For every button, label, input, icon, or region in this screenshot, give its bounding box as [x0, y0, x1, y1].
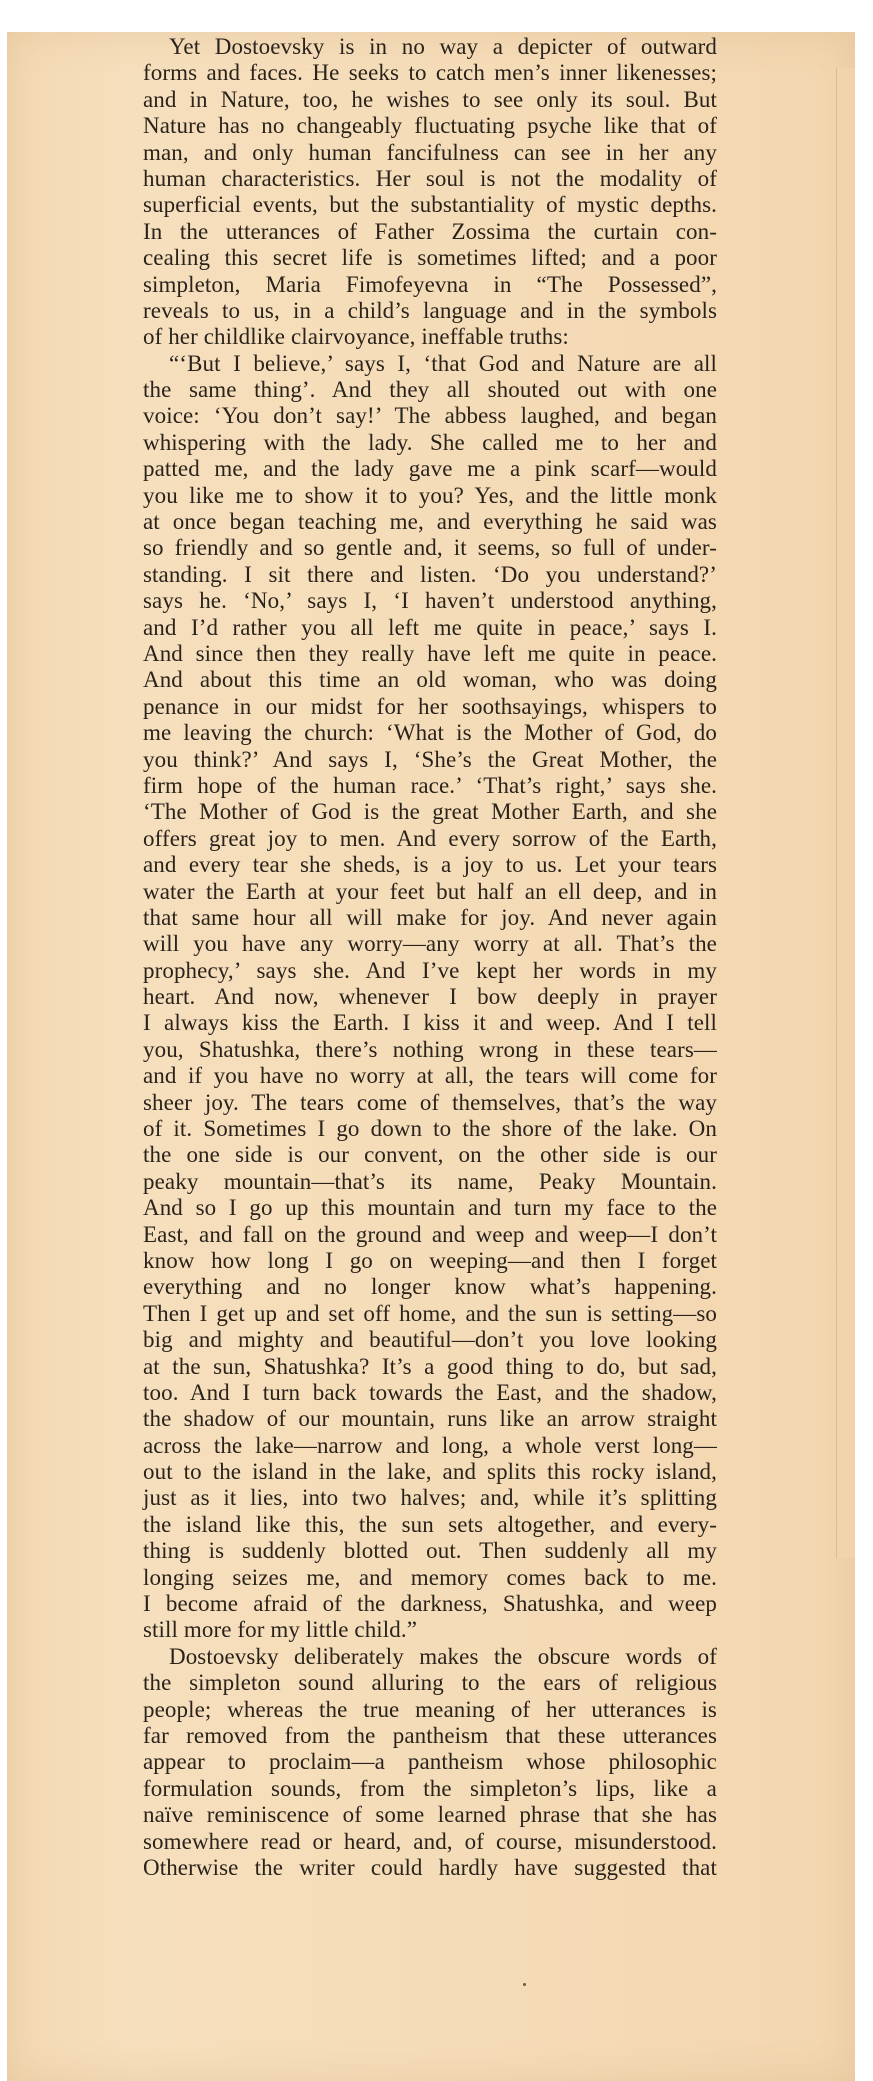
text-line: superficial events, but the substantiality of mystic depths.	[143, 192, 717, 218]
text-line: simpleton, Maria Fimofeyevna in “The Possessed”,	[143, 271, 717, 297]
text-line: the simpleton sound alluring to the ears of religious	[143, 1670, 717, 1696]
text-line: says he. ‘No,’ says I, ‘I haven’t understood anything,	[143, 588, 717, 614]
text-line: that same hour all will make for joy. And never again	[143, 904, 717, 930]
text-line: big and mighty and beautiful—don’t you love looking	[143, 1327, 717, 1353]
text-line: appear to proclaim—a pantheism whose philosophic	[143, 1749, 717, 1775]
text-line: you think?’ And says I, ‘She’s the Great Mother, the	[143, 746, 717, 772]
text-line: ‘The Mother of God is the great Mother Earth, and she	[143, 799, 717, 825]
text-line: will you have any worry—any worry at all. That’s the	[143, 931, 717, 957]
paper-speck	[523, 1983, 526, 1986]
text-line: of it. Sometimes I go down to the shore of the lake. On	[143, 1116, 717, 1142]
body-text	[143, 34, 717, 1881]
text-line: and I’d rather you all left me quite in peace,’ says I.	[143, 614, 717, 640]
text-line: human characteristics. Her soul is not the modality of	[143, 165, 717, 191]
text-line: at the sun, Shatushka? It’s a good thing to do, but sad,	[143, 1353, 717, 1379]
text-line: the same thing’. And they all shouted out with one	[143, 377, 717, 403]
text-line: the shadow of our mountain, runs like an arrow straight	[143, 1406, 717, 1432]
text-line: me leaving the church: ‘What is the Mother of God, do	[143, 720, 717, 746]
text-line: voice: ‘You don’t say!’ The abbess laughed, and began	[143, 403, 717, 429]
text-line: far removed from the pantheism that these utterances	[143, 1723, 717, 1748]
text-line: Dostoevsky deliberately makes the obscure words of	[169, 1643, 717, 1669]
text-line: out to the island in the lake, and splits this rocky island,	[143, 1459, 717, 1485]
text-line: Yet Dostoevsky is in no way a depicter of outward	[169, 34, 717, 59]
text-line: too. And I turn back towards the East, and the shadow,	[143, 1379, 717, 1405]
text-line: I become afraid of the darkness, Shatushka, and weep	[143, 1591, 717, 1617]
text-line: and every tear she sheds, is a joy to us. Let your tears	[143, 852, 717, 878]
text-line: offers great joy to men. And every sorrow of the Earth,	[143, 825, 717, 851]
text-line: sheer joy. The tears come of themselves, that’s the way	[143, 1089, 717, 1115]
text-line: so friendly and so gentle and, it seems, so full of under-	[143, 535, 717, 561]
text-line: standing. I sit there and listen. ‘Do you understand?’	[143, 561, 717, 587]
text-line: everything and no longer know what’s happening.	[143, 1274, 717, 1300]
text-line: And so I go up this mountain and turn my face to the	[143, 1195, 717, 1221]
text-line: firm hope of the human race.’ ‘That’s right,’ says she.	[143, 772, 717, 798]
text-line: know how long I go on weeping—and then I forget	[143, 1247, 717, 1273]
text-line: reveals to us, in a child’s language and in the symbols	[143, 297, 717, 323]
text-line: longing seizes me, and memory comes back to me.	[143, 1564, 717, 1590]
text-line: thing is suddenly blotted out. Then suddenly all my	[143, 1538, 717, 1564]
text-line: forms and faces. He seeks to catch men’s inner likenesses;	[143, 60, 717, 86]
text-line: just as it lies, into two halves; and, while it’s splitting	[143, 1485, 717, 1511]
text-line: whispering with the lady. She called me to her and	[143, 429, 717, 455]
text-line: In the utterances of Father Zossima the curtain con-	[143, 218, 717, 244]
text-line: you like me to show it to you? Yes, and the little monk	[143, 482, 717, 508]
page-edge	[836, 68, 855, 1558]
text-line: still more for my little child.”	[143, 1617, 418, 1643]
text-line: East, and fall on the ground and weep and weep—I don’t	[143, 1221, 717, 1247]
text-line: naïve reminiscence of some learned phrase that she has	[143, 1802, 717, 1828]
text-line: somewhere read or heard, and, of course, misunderstood.	[143, 1828, 717, 1854]
text-line: and if you have no worry at all, the tears will come for	[143, 1063, 717, 1089]
text-line: formulation sounds, from the simpleton’s lips, like a	[143, 1775, 717, 1801]
text-line: “‘But I believe,’ says I, ‘that God and Nature are all	[169, 350, 717, 376]
text-line: And about this time an old woman, who was doing	[143, 667, 717, 693]
text-line: across the lake—narrow and long, a whole verst long—	[143, 1432, 717, 1458]
text-line: patted me, and the lady gave me a pink scarf—would	[143, 456, 717, 482]
text-line: I always kiss the Earth. I kiss it and weep. And I tell	[143, 1010, 717, 1036]
text-line: man, and only human fancifulness can see in her any	[143, 139, 717, 165]
text-line: penance in our midst for her soothsayings, whispers to	[143, 693, 717, 719]
text-line: the island like this, the sun sets altogether, and every-	[143, 1511, 717, 1537]
text-line: cealing this secret life is sometimes lifted; and a poor	[143, 245, 717, 271]
text-line: Otherwise the writer could hardly have suggested that	[143, 1854, 717, 1880]
text-line: And since then they really have left me quite in peace.	[143, 640, 717, 666]
text-line: prophecy,’ says she. And I’ve kept her words in my	[143, 957, 717, 983]
text-line: people; whereas the true meaning of her utterances is	[143, 1696, 717, 1722]
text-line: the one side is our convent, on the other side is our	[143, 1142, 717, 1168]
text-line: of her childlike clairvoyance, ineffable truths:	[143, 324, 569, 350]
text-line: heart. And now, whenever I bow deeply in prayer	[143, 984, 717, 1010]
text-line: and in Nature, too, he wishes to see only its soul. But	[143, 86, 717, 112]
text-line: you, Shatushka, there’s nothing wrong in these tears—	[143, 1036, 717, 1062]
text-line: Nature has no changeably fluctuating psyche like that of	[143, 113, 717, 139]
text-line: at once began teaching me, and everything he said was	[143, 509, 717, 535]
text-line: peaky mountain—that’s its name, Peaky Mountain.	[143, 1168, 717, 1194]
text-line: water the Earth at your feet but half an ell deep, and in	[143, 878, 717, 904]
text-line: Then I get up and set off home, and the sun is setting—so	[143, 1300, 717, 1326]
